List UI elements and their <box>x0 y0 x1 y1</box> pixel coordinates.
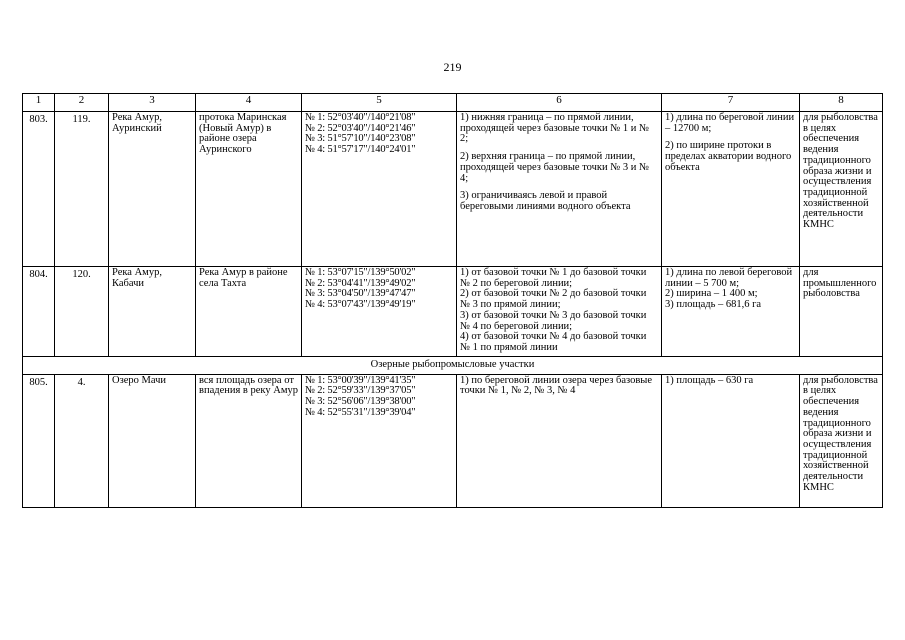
column-number-row <box>23 94 883 112</box>
base-point: № 3: 52°56'06"/139°38'00" <box>305 396 416 408</box>
row-number: 803. <box>23 112 55 267</box>
column-number-2: 2 <box>55 94 109 112</box>
base-point: № 3: 51°57'10"/140°23'08" <box>305 133 416 145</box>
row-number: 805. <box>23 374 55 507</box>
area-dimensions <box>662 374 800 507</box>
base-point: № 2: 53°04'41"/139°49'02" <box>305 277 416 289</box>
area-location: Река Амур в районе села Тахта <box>196 267 302 357</box>
base-point: № 4: 51°57'17"/140°24'01" <box>305 144 416 156</box>
area-dimensions <box>662 267 800 357</box>
dimension-item: 1) длина по левой береговой линии – 5 700 м; <box>665 267 793 289</box>
base-points <box>302 112 457 267</box>
base-points <box>302 267 457 357</box>
boundary-item: 2) от базовой точки № 2 до базовой точки № 3 по прямой линии; <box>460 288 647 311</box>
area-boundaries <box>457 267 662 357</box>
dimension-item: 3) площадь – 681,6 га <box>665 299 762 311</box>
column-number-8: 8 <box>800 94 883 112</box>
base-point: № 4: 53°07'43"/139°49'19" <box>305 299 416 311</box>
fishing-areas-table <box>22 93 883 508</box>
area-purpose: для промышленного рыболовства <box>800 267 883 357</box>
row-sub-number: 120. <box>55 267 109 357</box>
boundary-item: 1) от базовой точки № 1 до базовой точки № 2 по береговой линии; <box>460 267 647 289</box>
row-sub-number: 4. <box>55 374 109 507</box>
base-point: № 1: 53°07'15"/139°50'02" <box>305 267 416 278</box>
area-location: вся площадь озера от впадения в реку Амур <box>196 374 302 507</box>
area-dimensions <box>662 112 800 267</box>
boundary-item: 3) ограничиваясь левой и правой береговыми линиями водного объекта <box>460 190 631 212</box>
column-number-4: 4 <box>196 94 302 112</box>
page-number: 219 <box>443 60 462 74</box>
column-number-3: 3 <box>109 94 196 112</box>
boundary-item: 1) нижняя граница – по прямой линии, проходящей через базовые точки № 1 и № 2; <box>460 112 650 145</box>
base-point: № 1: 53°00'39"/139°41'35" <box>305 374 416 386</box>
base-point: № 1: 52°03'40"/140°21'08" <box>305 112 416 123</box>
row-sub-number: 119. <box>55 112 109 267</box>
table-row <box>23 267 883 357</box>
table-row <box>23 112 883 267</box>
area-name: Река Амур, Ауринский <box>109 112 196 267</box>
base-point: № 3: 53°04'50"/139°47'47" <box>305 288 416 300</box>
column-number-1: 1 <box>23 94 55 112</box>
boundary-item: 2) верхняя граница – по прямой линии, проходящей через базовые точки № 3 и № 4; <box>460 151 650 184</box>
area-boundaries <box>457 374 662 507</box>
base-point: № 2: 52°03'40"/140°21'46" <box>305 122 416 134</box>
table-row <box>23 374 883 507</box>
row-number: 804. <box>23 267 55 357</box>
area-name: Озеро Мачи <box>109 374 196 507</box>
dimension-item: 2) ширина – 1 400 м; <box>665 288 758 300</box>
dimension-item: 2) по ширине протоки в пределах акватории водного объекта <box>665 140 792 173</box>
area-purpose: для рыболовства в целях обеспечения ведения традиционного образа жизни и осуществления традиционной хозяйственной деятельности КМНС <box>800 112 883 267</box>
area-location: протока Маринская (Новый Амур) в районе озера Ауринского <box>196 112 302 267</box>
section-title: Озерные рыбопромысловые участки <box>23 357 883 375</box>
base-point: № 2: 52°59'33"/139°37'05" <box>305 385 416 397</box>
base-points <box>302 374 457 507</box>
area-boundaries <box>457 112 662 267</box>
area-name: Река Амур, Кабачи <box>109 267 196 357</box>
column-number-7: 7 <box>662 94 800 112</box>
boundary-item: 4) от базовой точки № 4 до базовой точки № 1 по прямой линии <box>460 331 647 353</box>
column-number-6: 6 <box>457 94 662 112</box>
dimension-item: 1) длина по береговой линии – 12700 м; <box>665 112 795 134</box>
section-row <box>23 357 883 375</box>
boundary-item: 1) по береговой линии озера через базовые точки № 1, № 2, № 3, № 4 <box>460 374 653 397</box>
base-point: № 4: 52°55'31"/139°39'04" <box>305 406 416 418</box>
column-number-5: 5 <box>302 94 457 112</box>
boundary-item: 3) от базовой точки № 3 до базовой точки № 4 по береговой линии; <box>460 309 647 332</box>
area-purpose: для рыболовства в целях обеспечения ведения традиционного образа жизни и осуществления традиционной хозяйственной деятельности КМНС <box>800 374 883 507</box>
dimension-item: 1) площадь – 630 га <box>665 374 754 386</box>
